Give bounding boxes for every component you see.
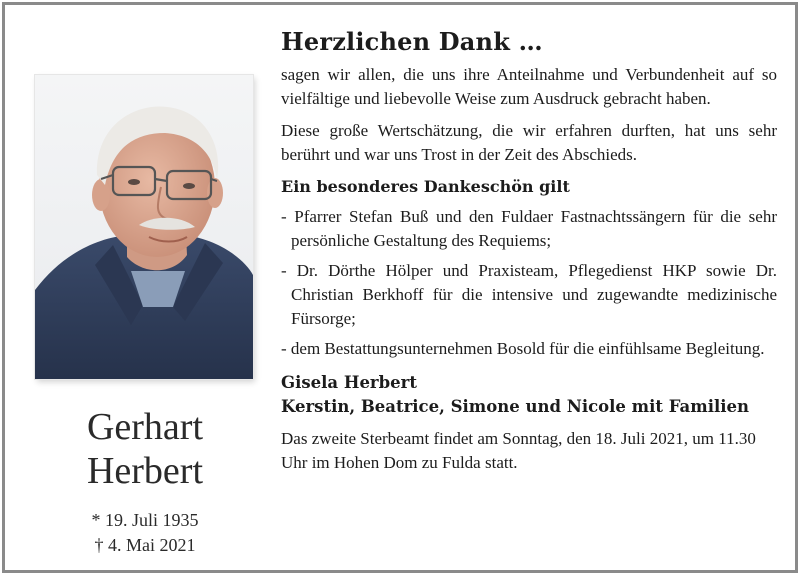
notice-heading: Herzlichen Dank … [281, 27, 543, 56]
service-note: Das zweite Sterbeamt findet am Sonntag, den 18. Juli 2021, um 11.30 Uhr im Hohen Dom zu Fulda statt. [281, 429, 756, 472]
deceased-first-name: Gerhart [86, 406, 204, 448]
paragraph: sagen wir allen, die uns ihre Anteilnahme und Verbundenheit auf so vielfältige und liebevolle Weise zum Ausdruck gebracht haben. [281, 65, 777, 108]
thanks-item: - Pfarrer Stefan Buß und den Fuldaer Fastnachtssängern für die sehr persönliche Gestaltung des Requiems; [281, 207, 777, 250]
signature-family: Kerstin, Beatrice, Simone und Nicole mit Familien [281, 397, 750, 416]
thanks-item: - dem Bestattungsunternehmen Bosold für die einfühlsame Begleitung. [281, 339, 765, 358]
birth-date: * 19. Juli 1935 [91, 510, 199, 530]
obituary-card [2, 2, 798, 573]
deceased-last-name: Herbert [86, 450, 204, 492]
paragraph: Diese große Wertschätzung, die wir erfahren durften, hat uns sehr berührt und war uns Trost in der Zeit des Abschieds. [281, 121, 777, 164]
death-date: † 4. Mai 2021 [94, 535, 196, 555]
thanks-heading: Ein besonderes Dankeschön gilt [281, 177, 570, 196]
thank-you-text [281, 25, 777, 475]
thanks-item: - Dr. Dörthe Hölper und Praxisteam, Pflegedienst HKP sowie Dr. Christian Berkhoff für die intensive und zugewandte medizinische Fürsorge; [281, 261, 777, 328]
signature-widow: Gisela Herbert [281, 373, 417, 392]
portrait-photo [35, 75, 253, 379]
